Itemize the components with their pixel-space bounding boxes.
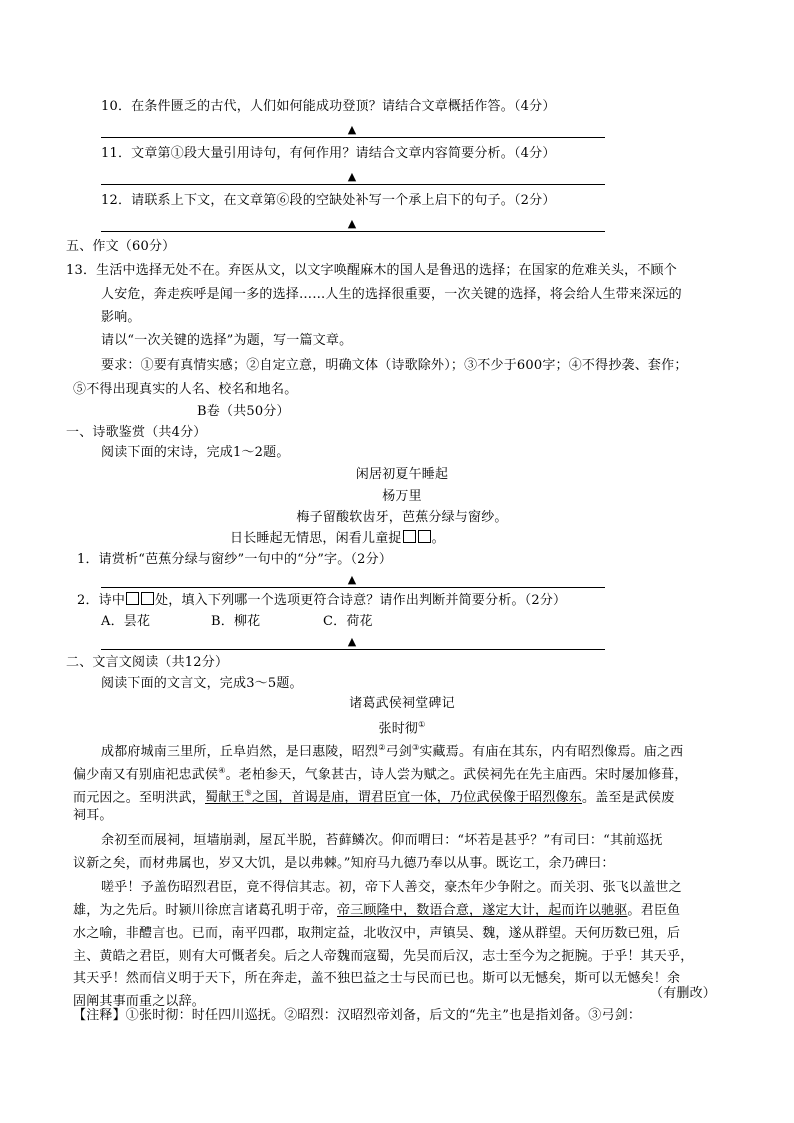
blank-box [141,592,154,605]
option: A．昙花 [101,614,151,629]
section-title: 二、文言文阅读（共12分） [66,655,229,670]
volume-b-title: B卷（共50分） [197,404,290,419]
answer-line [101,184,605,185]
poem-line: 日长睡起无情思，闲看儿童捉 。 [230,531,445,546]
question-10: 10．在条件匮乏的古代，人们如何能成功登顶？请结合文章概括作答。（4分） [101,99,556,114]
answer-line [101,649,605,650]
poem-author: 杨万里 [382,489,422,504]
question-11: 11．文章第①段大量引用诗句，有何作用？请结合文章内容简要分析。（4分） [101,146,556,161]
paragraph-line: 议新之矣，而材弗属也，岁又大饥，是以弗棘。”知府马九德乃奉以从事。既讫工，余乃碑曰： [73,856,615,871]
answer-marker: ▲ [347,573,357,586]
section-title: 五、作文（60分） [66,239,176,254]
blank-box [126,592,139,605]
paragraph-line: 成都府城南三里所，丘阜岿然，是曰惠陵，昭烈②弓剑③实藏焉。有庙在其东，内有昭烈像焉。庙之西 [101,743,684,760]
paragraph-line: 而元因之。至明洪武，蜀献王⑤之国，首谒是庙，谓君臣宜一体，乃位武侯像于昭烈像东。盖至是武侯废 [73,789,675,806]
option: B．柳花 [211,614,261,629]
classical-author: 张时彻① [378,720,426,737]
blank-box [403,530,416,543]
classical-text-title: 诸葛武侯祠堂碑记 [349,696,455,711]
paragraph-line: 固阐其事而重之以辞。 [73,994,206,1009]
answer-line [101,231,605,232]
option: C．荷花 [323,614,373,629]
composition-prompt: 请以“一次关键的选择”为题，写一篇文章。 [101,333,353,348]
requirements-line: ⑤不得出现真实的人名、校名和地名。 [73,382,298,397]
paragraph-line: 余初至而展祠，垣墙崩剥，屋瓦半脱，苔藓鳞次。仰而喟曰：“坏若是甚乎？”有司曰：“其前巡抚 [101,833,663,848]
annotation-note: 【注释】①张时彻：时任四川巡抚。②昭烈：汉昭烈帝刘备，后文的“先主”也是指刘备。③弓剑： [73,1008,642,1023]
answer-marker: ▲ [347,217,357,230]
question-12: 12．请联系上下文，在文章第⑥段的空缺处补写一个承上启下的句子。（2分） [101,193,556,208]
paragraph-line: 水之喻，非醴言也。已而，南平四郡，取荆定益，北收汉中，声镇吴、魏，遂从群望。天何历数已殂，后 [73,926,681,941]
instruction: 阅读下面的宋诗，完成1～2题。 [101,445,290,460]
poem-line: 梅子留酸软齿牙，芭蕉分绿与窗纱。 [296,510,508,525]
poetry-question-1: 1．请赏析“芭蕉分绿与窗纱”一句中的“分”字。（2分） [77,552,393,567]
instruction: 阅读下面的文言文，完成3～5题。 [101,676,303,691]
q13-line: 影响。 [101,310,141,325]
answer-marker: ▲ [347,170,357,183]
blank-box [418,530,431,543]
q13-line: 人安危，奔走疾呼是闻一多的选择……人生的选择很重要，一次关键的选择，将会给人生带来深远的 [101,287,682,302]
requirements-line: 要求：①要有真情实感；②自定立意，明确文体（诗歌除外）；③不少于600字；④不得抄袭、套作； [101,358,688,373]
paragraph-line: 偏少南又有别庙祀忠武侯④。老柏参天，气象甚古，诗人尝为赋之。武侯祠先在先主庙西。宋时屡加修葺， [73,766,688,783]
answer-marker: ▲ [347,635,357,648]
answer-line [101,137,605,138]
poem-title: 闲居初夏午睡起 [355,467,449,482]
poetry-question-2: 2．诗中 处，填入下列哪一个选项更符合诗意？请作出判断并简要分析。（2分） [77,593,567,608]
paragraph-line: 雄，为之先后。时颍川徐庶言诸葛孔明于帝，帝三顾隆中，数语合意，遂定大计，起而许以驰驱。君臣鱼 [73,903,681,918]
paragraph-line: 主、黄皓之君臣，则有大可慨者矣。后之人帝魏而寇蜀，先吴而后汉，志士至今为之扼腕。于乎！其天乎， [73,949,694,964]
q13-line: 13．生活中选择无处不在。弃医从文，以文字唤醒麻木的国人是鲁迅的选择；在国家的危难关头，不顾个 [66,263,677,278]
underlined-sentence: 帝三顾隆中，数语合意，遂定大计，起而许以驰驱 [337,903,628,918]
underlined-sentence: 蜀献王⑤之国，首谒是庙，谓君臣宜一体，乃位武侯像于昭烈像东 [205,789,583,806]
answer-marker: ▲ [347,123,357,136]
answer-line [101,587,605,588]
section-title: 一、诗歌鉴赏（共4分） [66,425,207,440]
source-note: （有删改） [650,986,717,1001]
paragraph-line: 其天乎！然而信义明于天下，所在奔走，盖不独巴益之士与民而已也。斯可以无憾矣，斯可以无憾矣！余 [73,971,681,986]
paragraph-line: 祠耳。 [73,808,113,823]
paragraph-line: 嗟乎！予盖伤昭烈君臣，竟不得信其志。初，帝下人善交，豪杰年少争附之。而关羽、张飞以盖世之 [101,880,682,895]
